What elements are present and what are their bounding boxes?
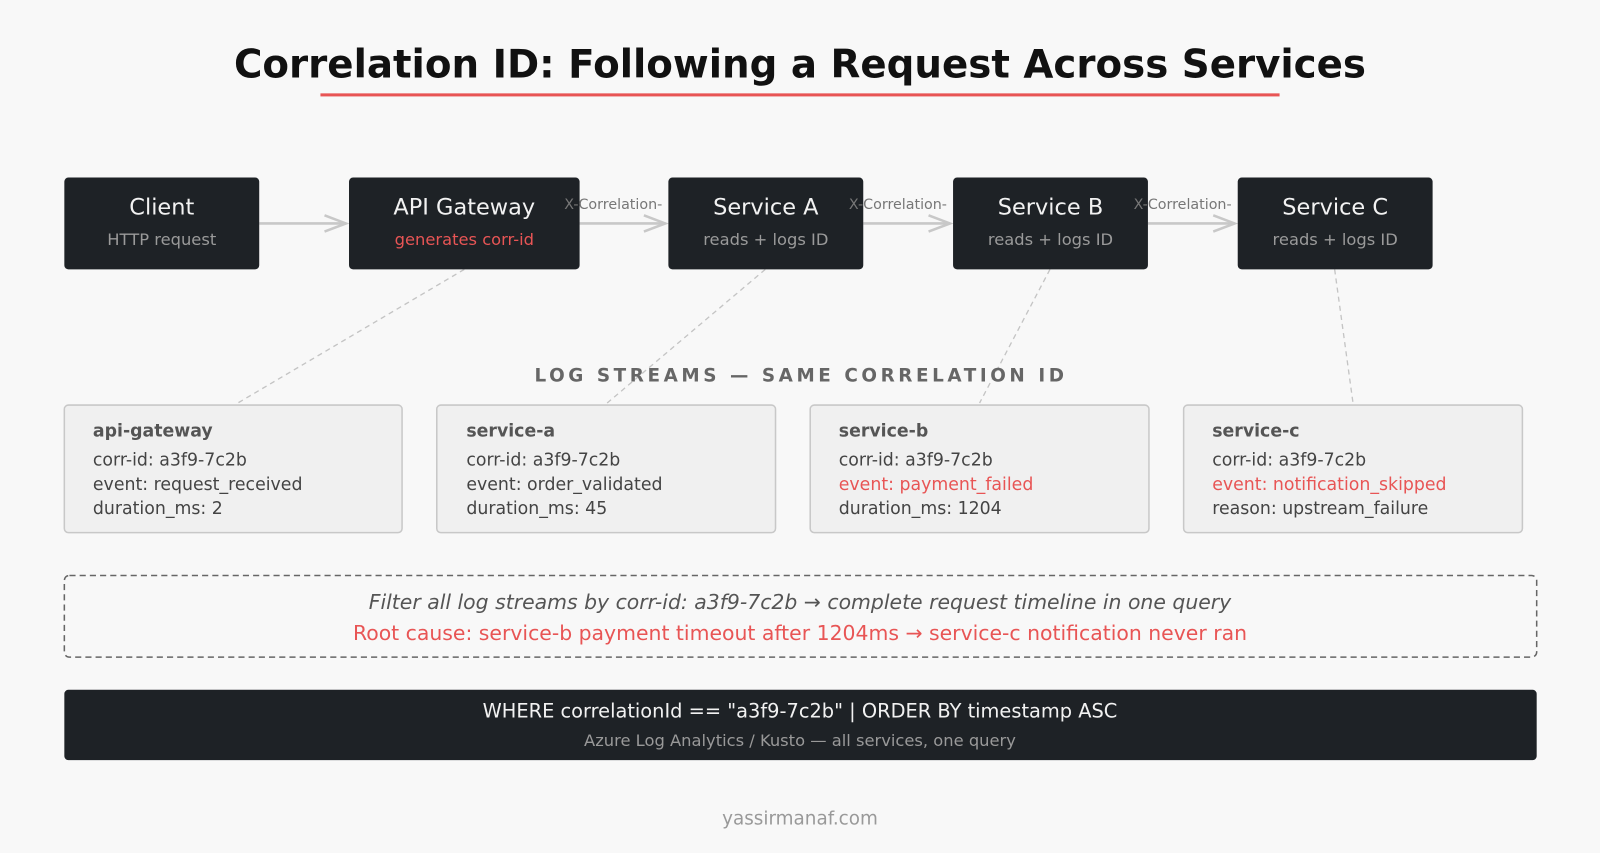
log-source: service-c: [1212, 421, 1300, 442]
note-root-cause: Root cause: service-b payment timeout after 1204ms → service-c notification never ran: [352, 620, 1248, 645]
log-line: corr-id: a3f9-7c2b: [92, 450, 247, 471]
service-client: [64, 178, 259, 270]
log-line-error: event: notification_skipped: [1212, 474, 1447, 495]
log-line: corr-id: a3f9-7c2b: [838, 450, 993, 471]
service-c: [1238, 178, 1433, 270]
page-title: Correlation ID: Following a Request Across Services: [233, 42, 1367, 88]
log-box-service-b: [810, 405, 1149, 533]
service-name: Service C: [1282, 194, 1389, 221]
query-caption: Azure Log Analytics / Kusto — all services, one query: [584, 730, 1016, 750]
header-label: X-Correlation-: [564, 197, 663, 214]
service-a: [668, 178, 863, 270]
note-filter-text: Filter all log streams by corr-id: a3f9-7c2b → complete request timeline in one query: [368, 590, 1232, 615]
section-title: LOG STREAMS — SAME CORRELATION ID: [534, 365, 1068, 387]
service-sub: HTTP request: [107, 229, 217, 249]
service-name: Service A: [713, 194, 819, 221]
service-sub: reads + logs ID: [703, 229, 829, 249]
footer-site: yassirmanaf.com: [722, 808, 878, 830]
log-source: service-b: [838, 421, 929, 442]
service-b: [953, 178, 1148, 270]
log-source: api-gateway: [92, 421, 213, 442]
service-sub: reads + logs ID: [1272, 229, 1398, 249]
service-name: Service B: [997, 194, 1104, 221]
log-line-error: event: payment_failed: [838, 474, 1034, 495]
service-sub: reads + logs ID: [987, 229, 1114, 249]
log-line: event: order_validated: [466, 474, 663, 495]
query-bar: [64, 690, 1536, 760]
title-underline: [320, 93, 1279, 96]
log-source: service-a: [466, 421, 556, 442]
service-name: API Gateway: [393, 194, 536, 221]
header-label: X-Correlation-: [1133, 197, 1232, 214]
header-label: X-Correlation-: [848, 197, 947, 214]
log-line: corr-id: a3f9-7c2b: [466, 450, 621, 471]
service-api-gateway: [349, 178, 580, 270]
log-line: event: request_received: [92, 474, 303, 495]
query-code: WHERE correlationId == "a3f9-7c2b" | ORDER BY timestamp ASC: [482, 699, 1118, 723]
log-box-api-gateway: [64, 405, 402, 533]
log-box-service-a: [437, 405, 776, 533]
log-box-service-c: [1184, 405, 1523, 533]
log-line: reason: upstream_failure: [1212, 499, 1429, 520]
service-sub: generates corr-id: [394, 229, 535, 249]
log-line: duration_ms: 1204: [838, 499, 1002, 520]
log-line: corr-id: a3f9-7c2b: [1212, 450, 1367, 471]
log-line: duration_ms: 2: [92, 499, 223, 520]
service-name: Client: [129, 194, 195, 221]
log-line: duration_ms: 45: [466, 499, 608, 520]
